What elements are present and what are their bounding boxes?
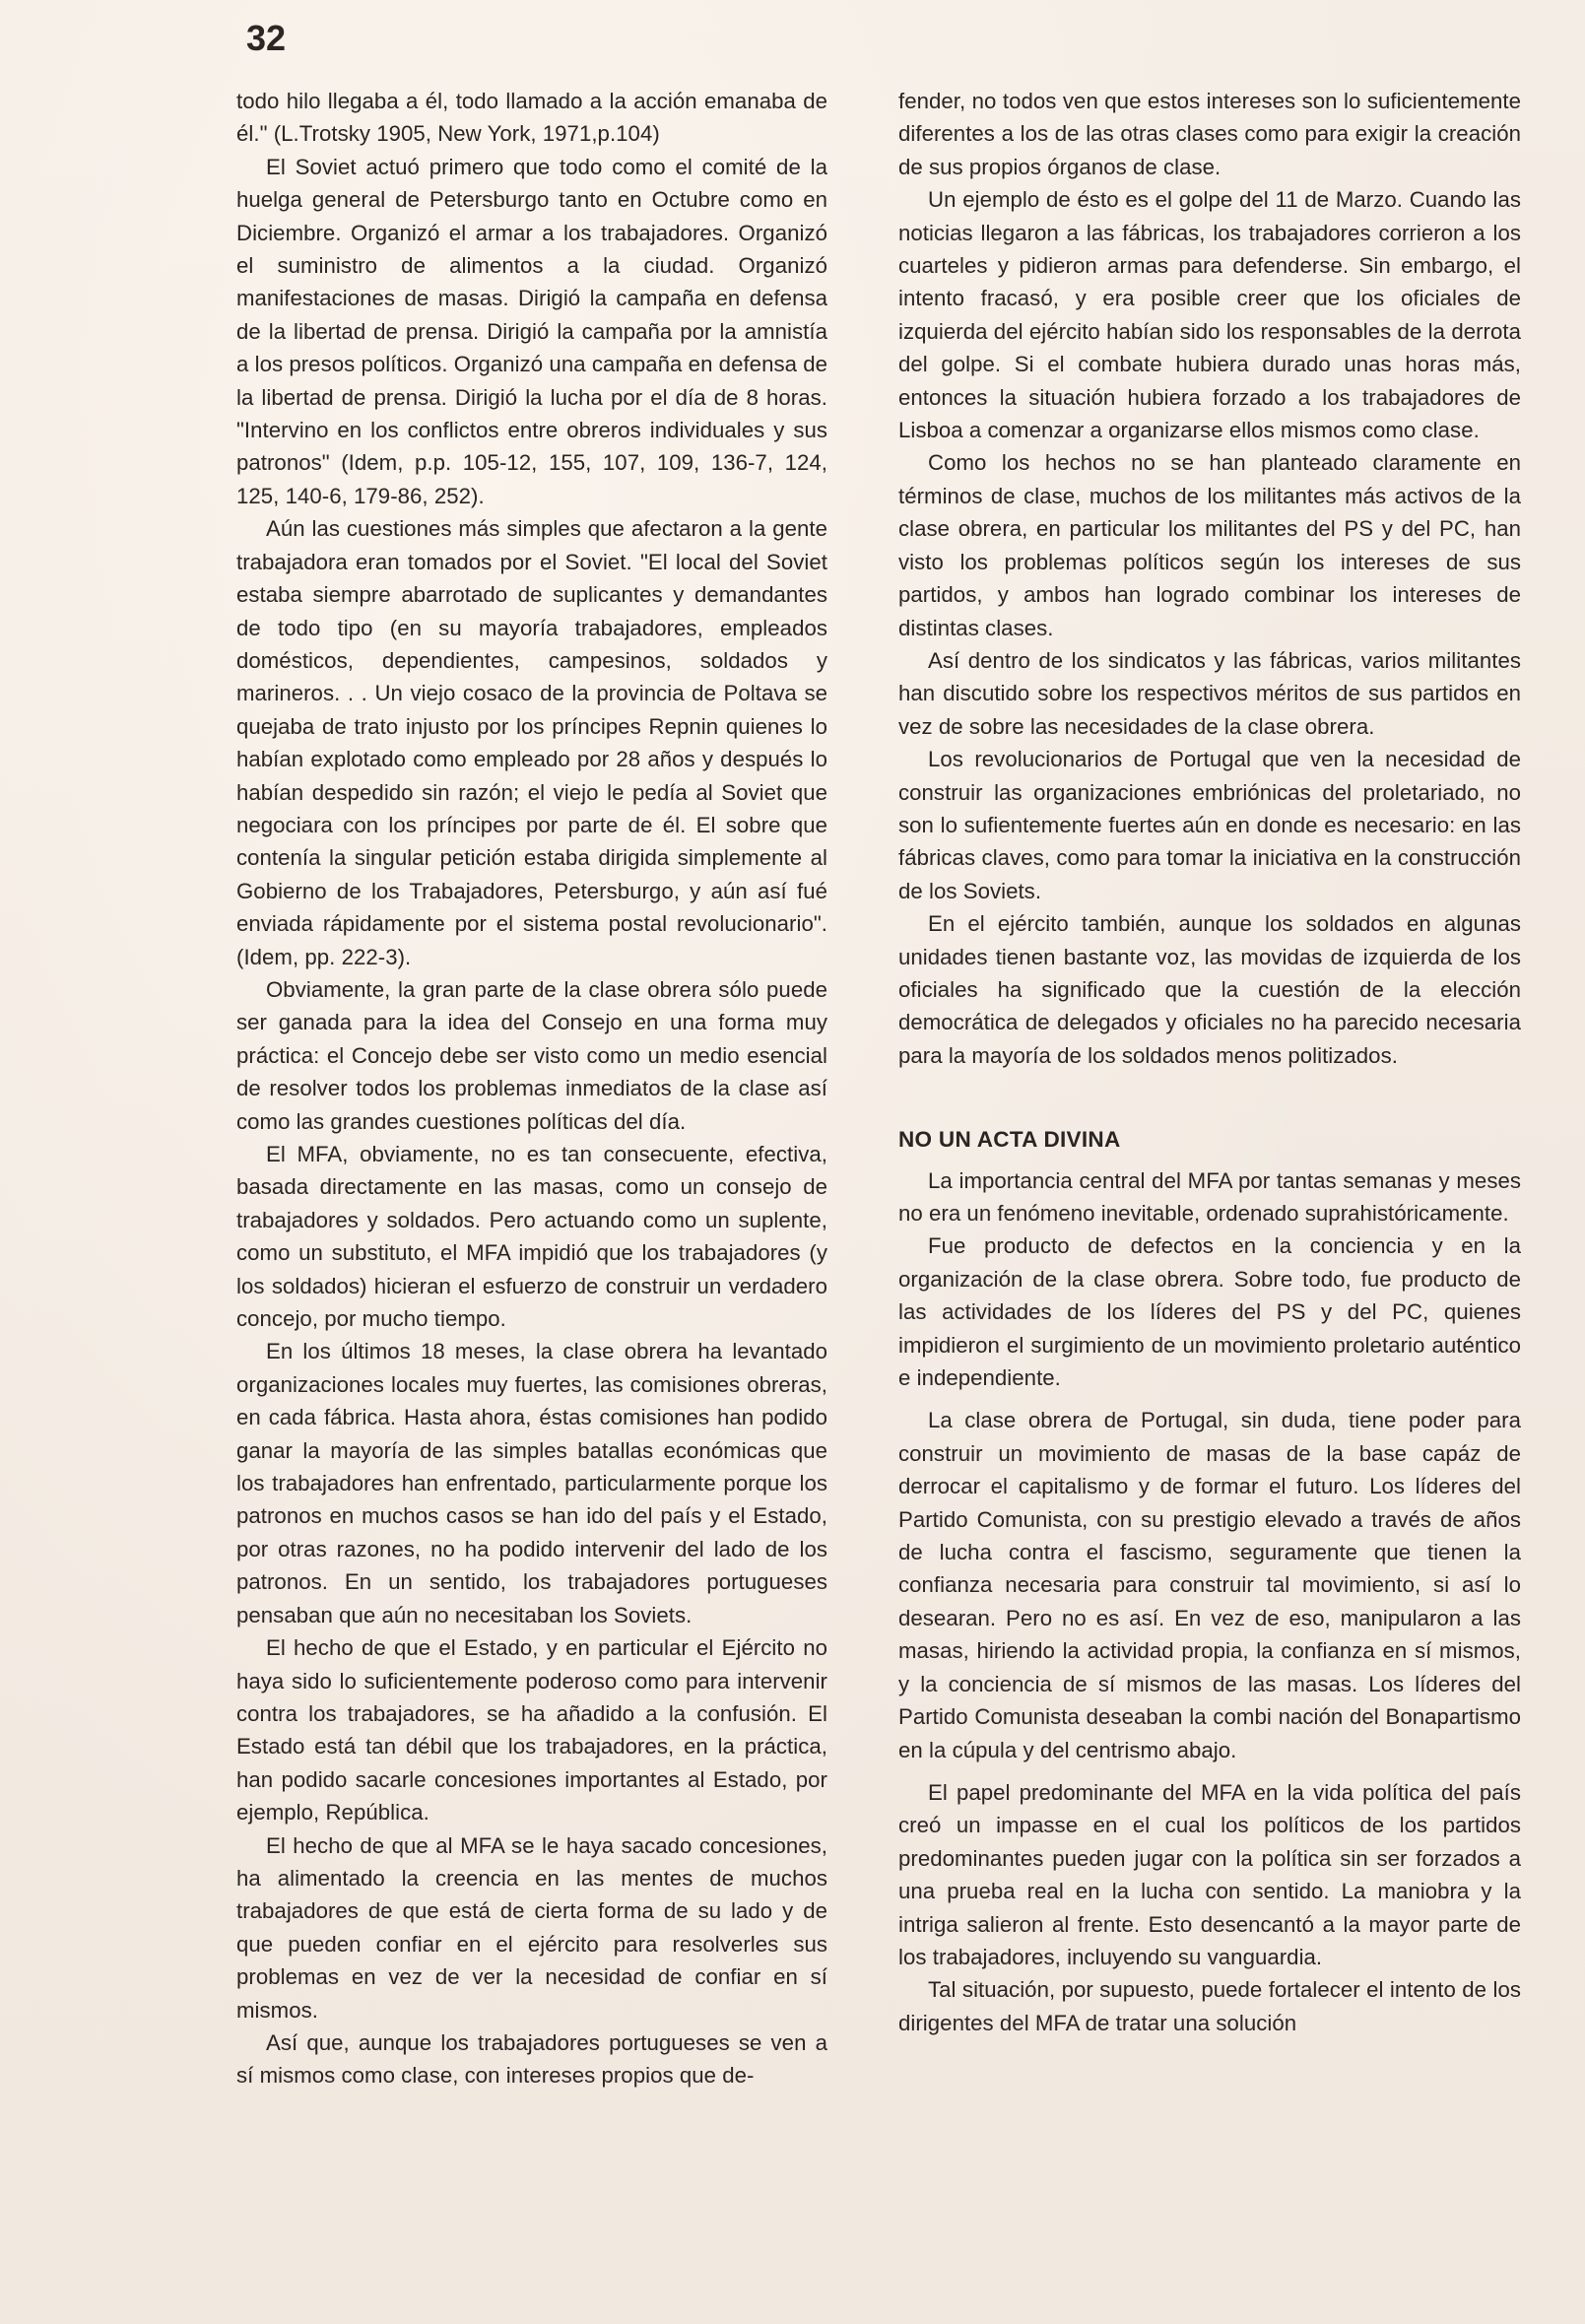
left-column [236,85,827,2092]
paragraph: El MFA, obviamente, no es tan consecuente, efectiva, basada directamente en las masas, como un consejo de trabajadores y soldados. Pero actuando como un suplente, como un substituto, el MFA impidió que los trabajadores (y los soldados) hicieran el esfuerzo de construir un verdadero concejo, por mucho tiempo. [236,1142,827,1332]
paragraph: Aún las cuestiones más simples que afectaron a la gente trabajadora eran tomados por el Soviet. "El local del Soviet estaba siempre abarrotado de suplicantes y demandantes de todo tipo (en su mayoría trabajadores, empleados domésticos, dependientes, campesinos, soldados y marineros. . . Un viejo cosaco de la provincia de Poltava se quejaba de trato injusto por los príncipes Repnin quienes lo habían explotado como empleado por 28 años y después lo habían despedido sin razón; el viejo le pedía al Soviet que negociara con los príncipes por parte de él. El sobre que contenía la singular petición estaba dirigida simplemente al Gobierno de los Trabajadores, Petersburgo, y aún así fué enviada rápidamente por el sistema postal revolucionario". (Idem, pp. 222-3). [236,516,827,969]
paragraph: El hecho de que el Estado, y en particular el Ejército no haya sido lo suficientemente poderoso como para intervenir contra los trabajadores, se ha añadido a la confusión. El Estado está tan débil que los trabajadores, en la práctica, han podido sacarle concesiones importantes al Estado, por ejemplo, República. [236,1635,827,1826]
paragraph: Tal situación, por supuesto, puede fortalecer el intento de los dirigentes del MFA de tratar una solución [898,1977,1521,2035]
paragraph: Los revolucionarios de Portugal que ven la necesidad de construir las organizaciones embriónicas del proletariado, no son lo sufientemente fuertes aún en donde es necesario: en las fábricas claves, como para tomar la iniciativa en la construcción de los Soviets. [898,747,1521,903]
paragraph: En el ejército también, aunque los soldados en algunas unidades tienen bastante voz, las movidas de izquierda de los oficiales ha significado que la cuestión de la elección democrática de delegados y oficiales no ha parecido necesaria para la mayoría de los soldados menos politizados. [898,911,1521,1068]
section-heading: NO UN ACTA DIVINA [898,1127,1121,1153]
paragraph: El hecho de que al MFA se le haya sacado concesiones, ha alimentado la creencia en las mentes de muchos trabajadores de que está de cierta forma de su lado y de que pueden confiar en el ejército para resolverles sus problemas en vez de ver la necesidad de confiar en sí mismos. [236,1832,827,2023]
paragraph: Así que, aunque los trabajadores portugueses se ven a sí mismos como clase, con intereses propios que de- [236,2029,827,2089]
paragraph: Como los hechos no se han planteado claramente en términos de clase, muchos de los militantes más activos de la clase obrera, en particular los militantes del PS y del PC, han visto los problemas políticos según los intereses de sus partidos, y ambos han logrado combinar los intereses de distintas clases. [898,450,1521,640]
paragraph: Obviamente, la gran parte de la clase obrera sólo puede ser ganada para la idea del Consejo en una forma muy práctica: el Concejo debe ser visto como un medio esencial de resolver todos los problemas inmediatos de la clase así como las grandes cuestiones políticas del día. [236,976,827,1134]
paragraph: todo hilo llegaba a él, todo llamado a la acción emanaba de él." (L.Trotsky 1905, New York, 1971,p.104) [236,89,827,147]
paragraph: La clase obrera de Portugal, sin duda, tiene poder para construir un movimiento de masas de la base capáz de derrocar el capitalismo y de formar el futuro. Los líderes del Partido Comunista, con su prestigio elevado a través de años de lucha contra el fascismo, seguramente que tienen la confianza necesaria para construir tal movimiento, si así lo desearan. Pero no es así. En vez de eso, manipularon a las masas, hiriendo la actividad propia, la confianza en sí mismos, y la conciencia de sí mismos de las masas. Los líderes del Partido Comunista deseaban la combi nación del Bonapartismo en la cúpula y del centrismo abajo. [898,1408,1521,1762]
page-number: 32 [246,18,287,58]
paragraph: El papel predominante del MFA en la vida política del país creó un impasse en el cual los políticos de los partidos predominantes pueden jugar con la política sin ser forzados a una prueba real en la lucha con sentido. La maniobra y la intriga salieron al frente. Esto desencantó a la mayor parte de los trabajadores, incluyendo su vanguardia. [898,1779,1521,1969]
right-column [898,85,1521,2039]
paragraph: En los últimos 18 meses, la clase obrera ha levantado organizaciones locales muy fuertes, las comisiones obreras, en cada fábrica. Hasta ahora, éstas comisiones han podido ganar la mayoría de las simples batallas económicas que los trabajadores han enfrentado, particularmente porque los patronos en muchos casos se han ido del país y el Estado, por otras razones, no ha podido intervenir del lado de los patronos. En un sentido, los trabajadores portugueses pensaban que aún no necesitaban los Soviets. [236,1339,827,1627]
paragraph: fender, no todos ven que estos intereses son lo suficientemente diferentes a los de las otras clases como para exigir la creación de sus propios órganos de clase. [898,89,1521,179]
paragraph: Así dentro de los sindicatos y las fábricas, varios militantes han discutido sobre los respectivos méritos de sus partidos en vez de sobre las necesidades de la clase obrera. [898,647,1521,739]
paragraph: El Soviet actuó primero que todo como el comité de la huelga general de Petersburgo tanto en Octubre como en Diciembre. Organizó el armar a los trabajadores. Organizó el suministro de alimentos a la ciudad. Organizó manifestaciones de masas. Dirigió la campaña en defensa de la libertad de prensa. Dirigió la campaña por la amnistía a los presos políticos. Organizó una campaña en defensa de la libertad de prensa. Dirigió la lucha por el día de 8 horas. "Intervino en los conflictos entre obreros individuales y sus patronos" (Idem, p.p. 105-12, 155, 107, 109, 136-7, 124, 125, 140-6, 179-86, 252). [236,154,827,508]
paragraph: La importancia central del MFA por tantas semanas y meses no era un fenómeno inevitable, ordenado suprahistóricamente. [898,1167,1521,1226]
paragraph: Un ejemplo de ésto es el golpe del 11 de Marzo. Cuando las noticias llegaron a las fábricas, los trabajadores corrieron a los cuarteles y pidieron armas para defenderse. Sin embargo, el intento fracasó, y era posible creer que los oficiales de izquierda del ejército habían sido los responsables de la derrota del golpe. Si el combate hubiera durado unas horas más, entonces la situación hubiera forzado a los trabajadores de Lisboa a comenzar a organizarse ellos mismos como clase. [898,187,1521,443]
paragraph: Fue producto de defectos en la conciencia y en la organización de la clase obrera. Sobre todo, fue producto de las actividades de los líderes del PS y del PC, quienes impidieron el surgimiento de un movimiento proletario auténtico e independiente. [898,1233,1521,1391]
